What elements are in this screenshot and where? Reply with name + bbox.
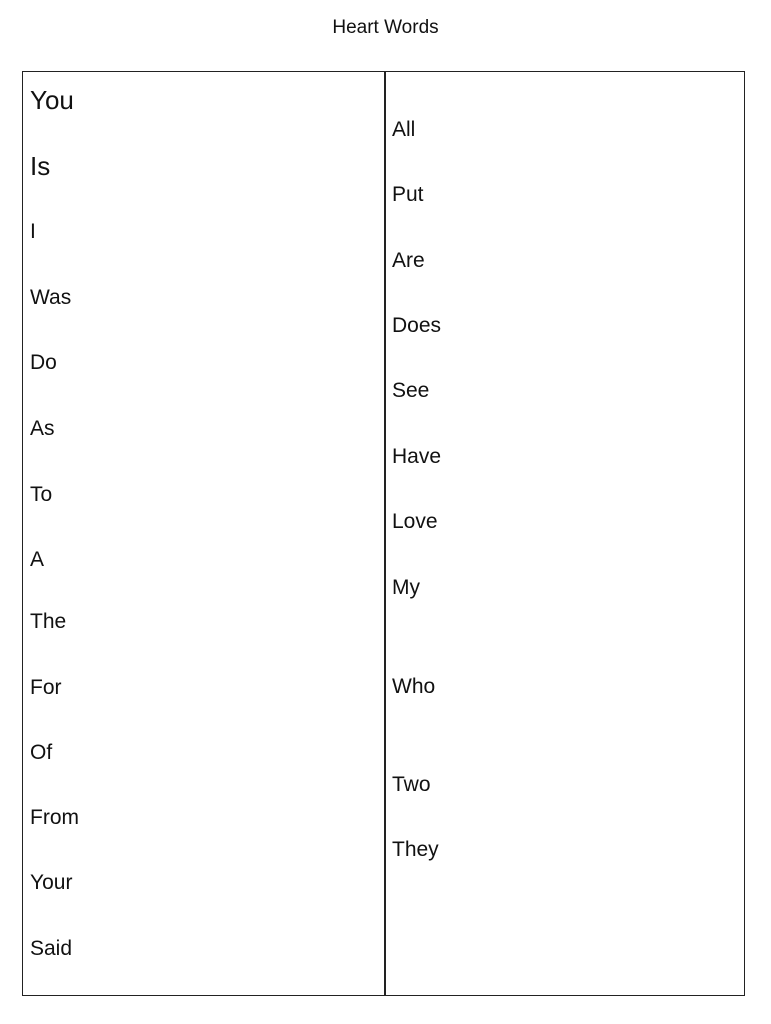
word-all: All xyxy=(392,118,416,141)
word-from: From xyxy=(30,806,79,829)
word-they: They xyxy=(392,838,439,861)
word-have: Have xyxy=(392,445,442,468)
word-was: Was xyxy=(30,286,72,309)
word-two: Two xyxy=(392,773,431,796)
word-as: As xyxy=(30,417,55,440)
word-for: For xyxy=(30,676,62,699)
word-who: Who xyxy=(392,675,436,698)
word-the: The xyxy=(30,610,67,633)
word-see: See xyxy=(392,379,430,402)
heart-words-table xyxy=(22,71,745,996)
word-do: Do xyxy=(30,351,57,374)
word-put: Put xyxy=(392,183,424,206)
word-love: Love xyxy=(392,510,438,533)
word-are: Are xyxy=(392,249,425,272)
word-said: Said xyxy=(30,937,73,960)
word-you: You xyxy=(30,85,74,115)
word-does: Does xyxy=(392,314,442,337)
word-of: Of xyxy=(30,741,53,764)
column-divider xyxy=(384,72,386,995)
word-to: To xyxy=(30,483,53,506)
page-title: Heart Words xyxy=(332,17,439,38)
word-a: A xyxy=(30,548,45,571)
word-my: My xyxy=(392,576,420,599)
word-is: Is xyxy=(30,151,51,181)
word-your: Your xyxy=(30,871,73,894)
word-i: I xyxy=(30,220,36,243)
